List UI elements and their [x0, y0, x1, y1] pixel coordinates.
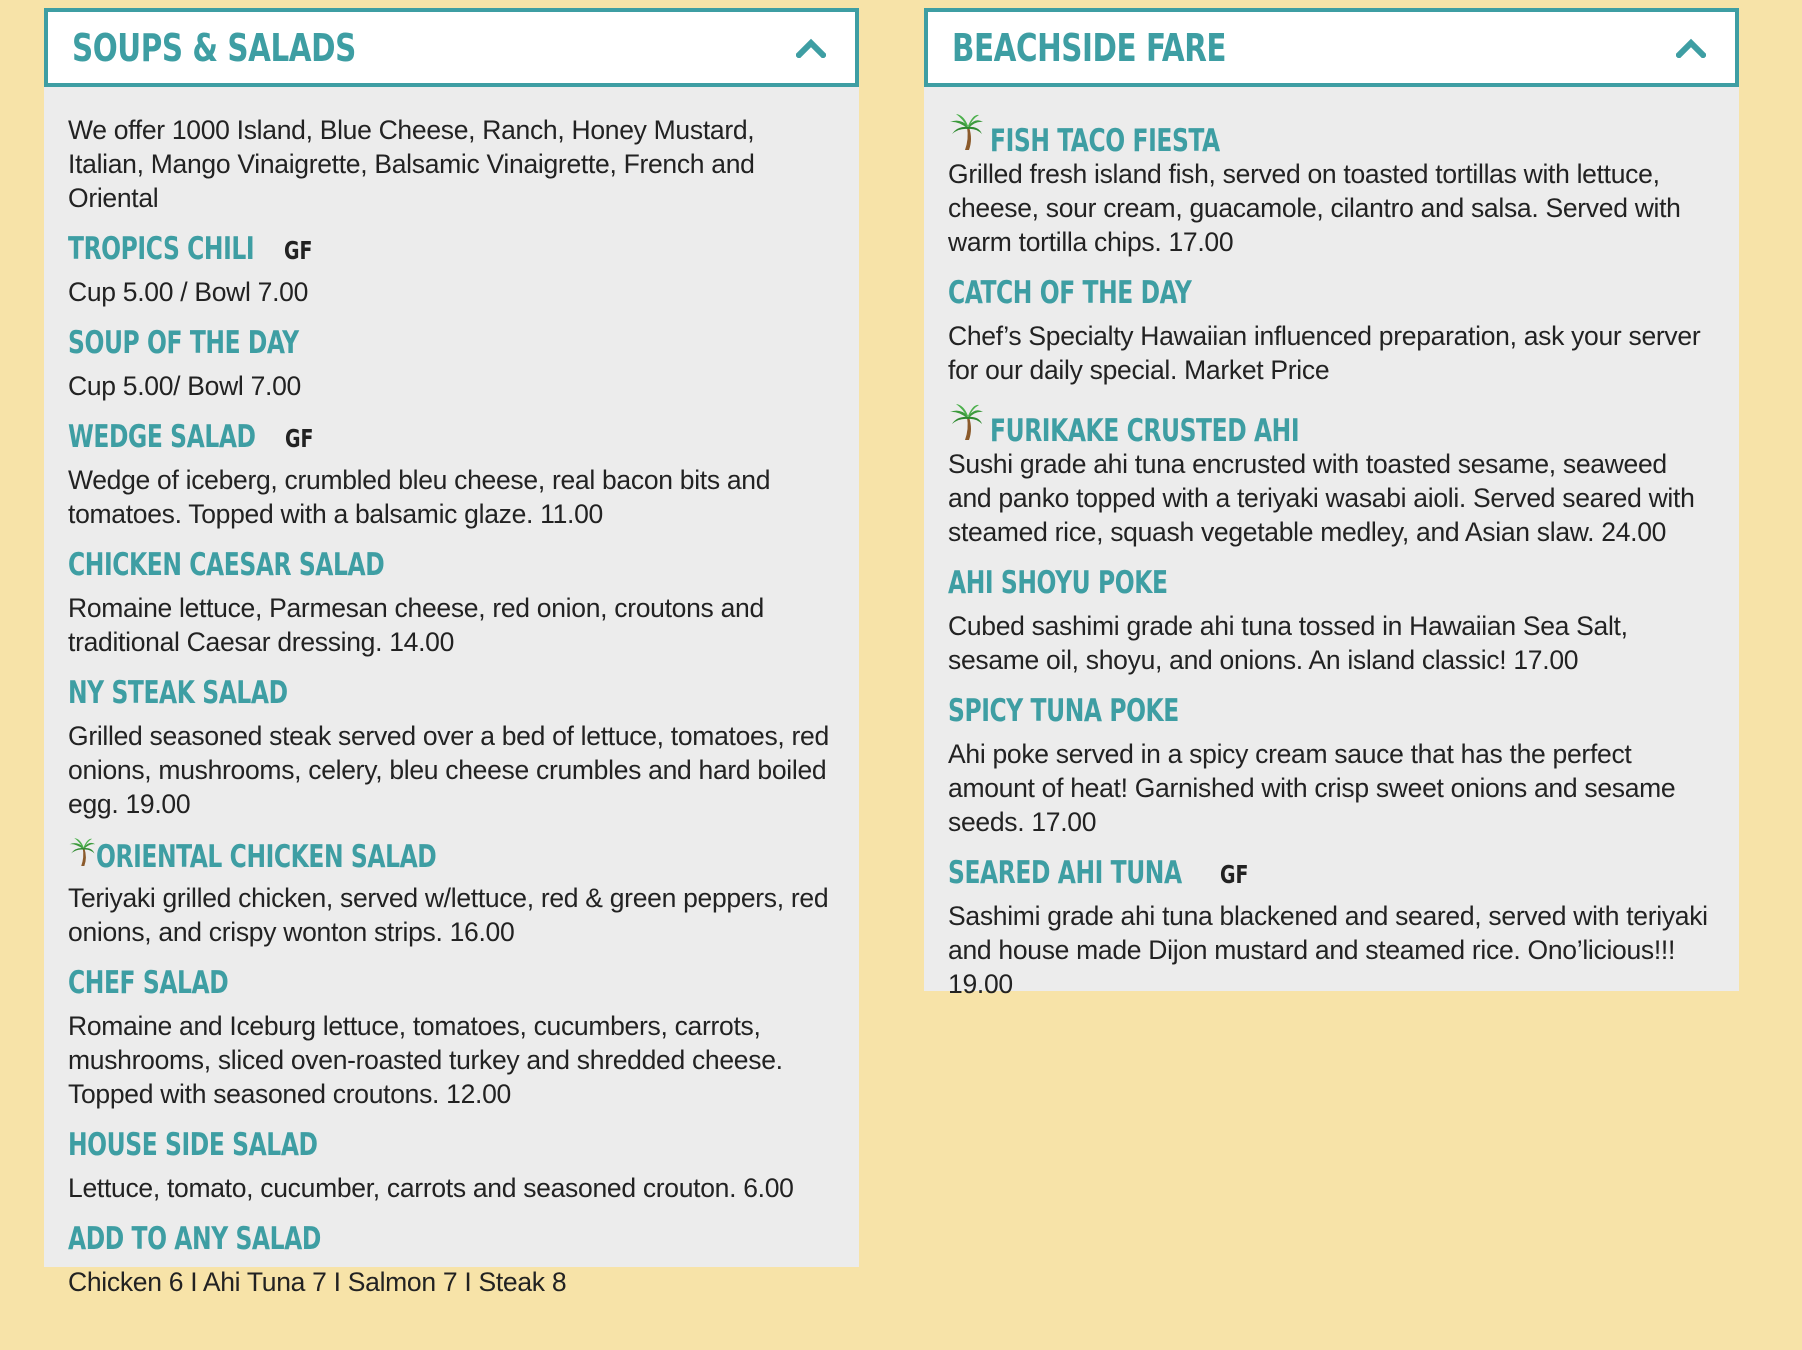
dressings-intro: We offer 1000 Island, Blue Cheese, Ranch, Honey Mustard, Italian, Mango Vinaigrette, Balsamic Vinaigrette, French and Oriental: [68, 115, 755, 213]
menu-item-description: Chicken 6 I Ahi Tuna 7 I Salmon 7 I Steak 8: [68, 1267, 567, 1297]
menu-item-header: [68, 325, 835, 367]
menu-item-description: Grilled seasoned steak served over a bed of lettuce, tomatoes, red onions, mushrooms, celery, bleu cheese crumbles and hard boiled egg. 19.00: [68, 721, 829, 819]
menu-item: [948, 693, 1715, 839]
menu-item-name: ORIENTAL CHICKEN SALAD: [96, 839, 437, 875]
menu-item-name: AHI SHOYU POKE: [948, 565, 1168, 601]
menu-item-description: Chef’s Specialty Hawaiian influenced preparation, ask your server for our daily special. Market Price: [948, 321, 1701, 385]
menu-item-header: [68, 231, 835, 273]
gluten-free-badge: GF: [285, 424, 314, 453]
menu-item: [68, 547, 835, 659]
chevron-up-icon[interactable]: [1671, 28, 1711, 68]
palm-tree-icon: [68, 837, 96, 867]
menu-item: [68, 1127, 835, 1205]
soups-salads-panel: [44, 87, 859, 1297]
menu-item-description: Romaine lettuce, Parmesan cheese, red onion, croutons and traditional Caesar dressing. 14.00: [68, 593, 764, 657]
section-title: SOUPS & SALADS: [72, 25, 356, 70]
menu-item-list: [68, 231, 835, 1299]
beachside-fare-accordion-header[interactable]: [924, 8, 1739, 87]
beachside-fare-panel: [924, 87, 1739, 999]
soups-salads-accordion-header[interactable]: [44, 8, 859, 87]
menu-item-header: [68, 1127, 835, 1169]
menu-item-header: [948, 565, 1715, 607]
menu-item: [68, 231, 835, 309]
menu-item-name: SEARED AHI TUNA: [948, 855, 1182, 891]
menu-item: [948, 113, 1715, 259]
gluten-free-badge: GF: [1220, 860, 1249, 889]
gluten-free-badge: GF: [283, 236, 313, 265]
menu-item-name: CHEF SALAD: [68, 965, 229, 1001]
menu-item-name: SOUP OF THE DAY: [68, 325, 299, 361]
menu-item-header: [948, 113, 1715, 159]
menu-item-header: [68, 547, 835, 589]
menu-item: [68, 419, 835, 531]
menu-item-header: [68, 837, 835, 879]
menu-item-name: FISH TACO FIESTA: [990, 123, 1220, 159]
menu-item-header: [68, 1221, 835, 1263]
menu-item-description: Cup 5.00/ Bowl 7.00: [68, 371, 301, 401]
section-title: BEACHSIDE FARE: [952, 25, 1227, 70]
menu-item-name: TROPICS CHILI: [68, 231, 255, 267]
menu-item-header: [948, 275, 1715, 317]
chevron-up-icon[interactable]: [791, 28, 831, 68]
menu-item: [68, 837, 835, 949]
menu-item-description: Romaine and Iceburg lettuce, tomatoes, cucumbers, carrots, mushrooms, sliced oven-roasted turkey and shredded cheese. Topped with seasoned croutons. 12.00: [68, 1011, 783, 1109]
menu-item-header: [68, 965, 835, 1007]
menu-item-name: FURIKAKE CRUSTED AHI: [990, 413, 1300, 449]
menu-item: [68, 325, 835, 403]
palm-tree-icon: [948, 403, 984, 441]
menu-item-header: [948, 403, 1715, 449]
soups-salads-section: [44, 8, 859, 1297]
menu-item-name: WEDGE SALAD: [68, 419, 256, 455]
menu-item-description: Sushi grade ahi tuna encrusted with toasted sesame, seaweed and panko topped with a teriyaki wasabi aioli. Served seared with steamed rice, squash vegetable medley, and Asian slaw. 24.00: [948, 449, 1695, 547]
menu-item-name: SPICY TUNA POKE: [948, 693, 1179, 729]
menu-item-description: Cubed sashimi grade ahi tuna tossed in Hawaiian Sea Salt, sesame oil, shoyu, and onions. An island classic! 17.00: [948, 611, 1628, 675]
menu-item-header: [948, 693, 1715, 735]
menu-item-header: [948, 855, 1715, 897]
menu-item-description: Cup 5.00 / Bowl 7.00: [68, 277, 309, 307]
menu-item: [948, 275, 1715, 387]
menu-item-list: [948, 113, 1715, 1001]
menu-item: [68, 1221, 835, 1299]
menu-item: [948, 855, 1715, 1001]
menu-item-name: ADD TO ANY SALAD: [68, 1221, 321, 1257]
menu-item: [68, 965, 835, 1111]
palm-tree-icon: [948, 113, 984, 151]
menu-item-name: CATCH OF THE DAY: [948, 275, 1192, 311]
menu-item-header: [68, 675, 835, 717]
menu-item: [948, 565, 1715, 677]
menu-item-description: Wedge of iceberg, crumbled bleu cheese, real bacon bits and tomatoes. Topped with a balsamic glaze. 11.00: [68, 465, 771, 529]
menu-item-header: [68, 419, 835, 461]
menu-item-name: CHICKEN CAESAR SALAD: [68, 547, 385, 583]
menu-item: [68, 675, 835, 821]
menu-item-name: NY STEAK SALAD: [68, 675, 288, 711]
menu-item-description: Teriyaki grilled chicken, served w/lettuce, red & green peppers, red onions, and crispy wonton strips. 16.00: [68, 883, 829, 947]
menu-item: [948, 403, 1715, 549]
menu-item-description: Sashimi grade ahi tuna blackened and seared, served with teriyaki and house made Dijon mustard and steamed rice. Ono’licious!!! 19.00: [948, 901, 1708, 999]
menu-item-description: Lettuce, tomato, cucumber, carrots and seasoned crouton. 6.00: [68, 1173, 794, 1203]
menu-item-name: HOUSE SIDE SALAD: [68, 1127, 318, 1163]
beachside-fare-section: [924, 8, 1739, 999]
menu-item-description: Ahi poke served in a spicy cream sauce that has the perfect amount of heat! Garnished with crisp sweet onions and sesame seeds. 17.00: [948, 739, 1676, 837]
menu-item-description: Grilled fresh island fish, served on toasted tortillas with lettuce, cheese, sour cream, guacamole, cilantro and salsa. Served with warm tortilla chips. 17.00: [948, 159, 1681, 257]
